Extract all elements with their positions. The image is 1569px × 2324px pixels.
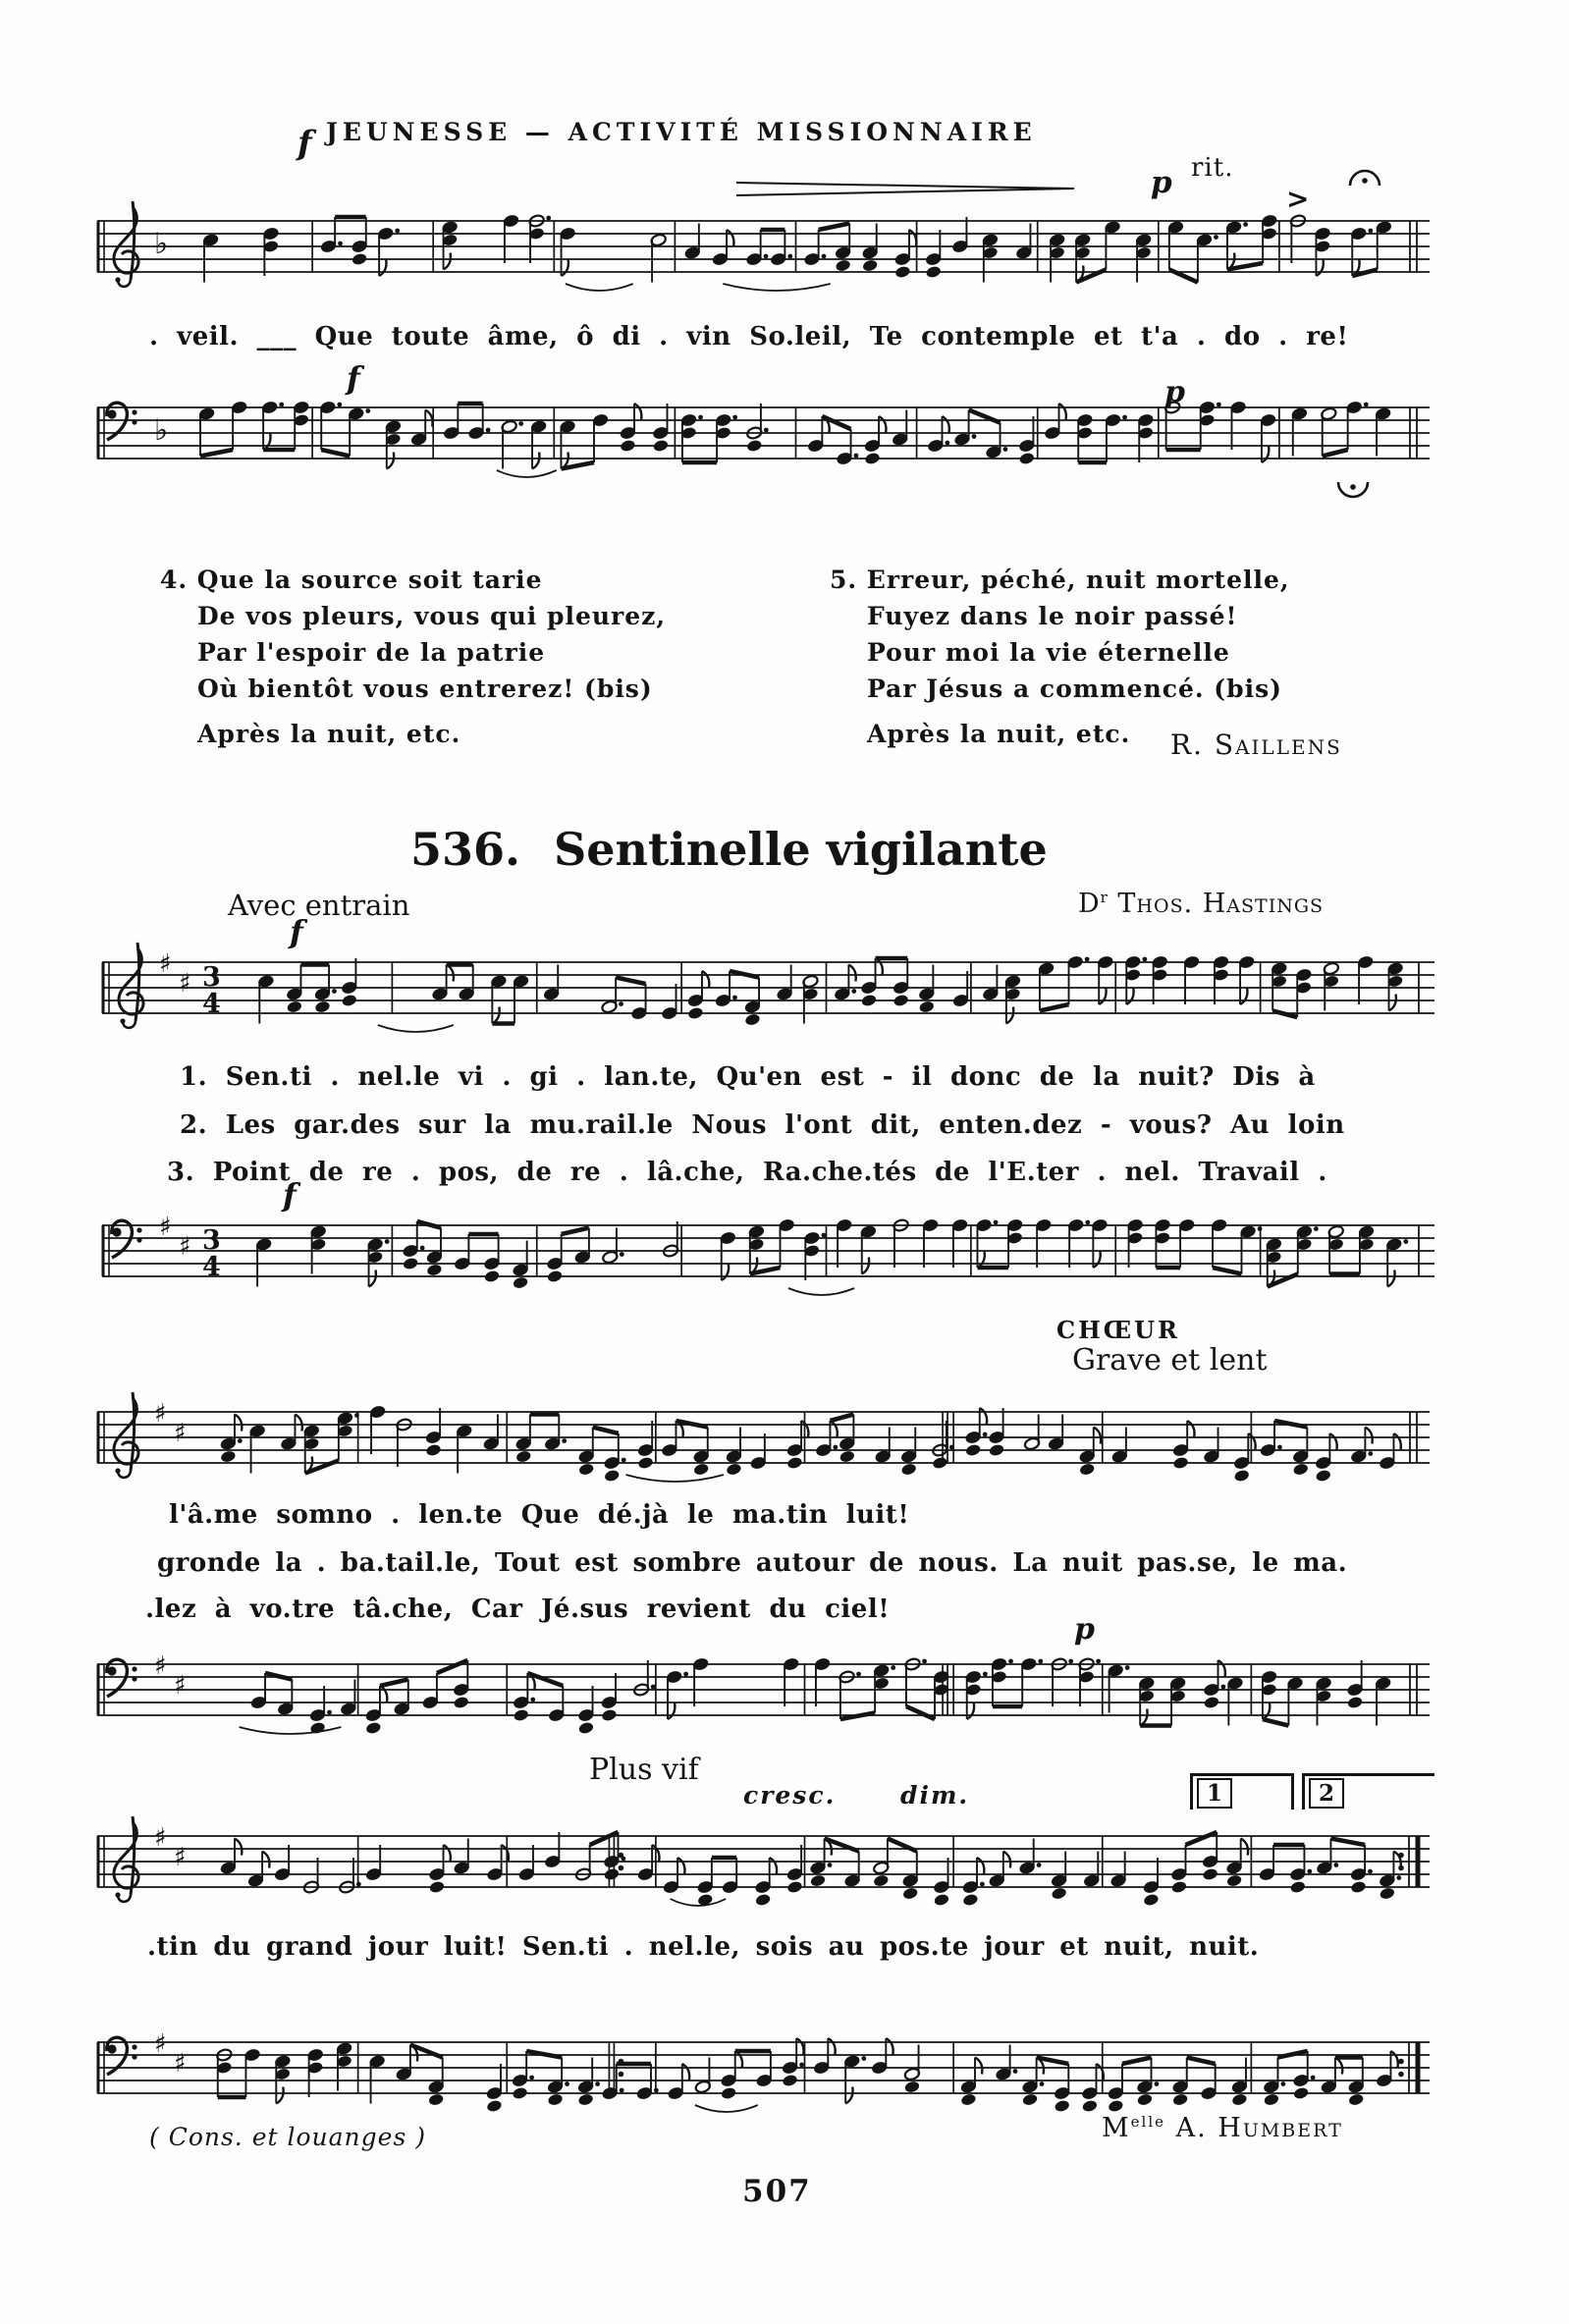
source-note: ( Cons. et louanges ) xyxy=(149,2123,426,2151)
svg-text:♯: ♯ xyxy=(174,1419,187,1448)
fermata-icon xyxy=(1347,167,1382,189)
verse-4 xyxy=(160,562,666,752)
hymn-title xyxy=(410,823,1048,876)
verse-5-line: 5. Erreur, péché, nuit mortelle, xyxy=(830,566,1290,594)
hymn-number: 536. xyxy=(410,823,521,876)
rit-marking: rit. xyxy=(1191,153,1234,183)
svg-text:♯: ♯ xyxy=(154,1399,167,1429)
staff-choeur-treble xyxy=(93,1373,1434,1510)
cresc-marking: cresc. xyxy=(743,1781,837,1810)
dynamic-piano: p xyxy=(1151,165,1172,200)
verse-4-line: De vos pleurs, vous qui pleurez, xyxy=(197,602,667,630)
svg-text:♭: ♭ xyxy=(154,227,169,261)
verse-5-line: Fuyez dans le noir passé! xyxy=(867,602,1238,630)
volta-1-number: 1 xyxy=(1197,1778,1232,1809)
arranger xyxy=(1102,2113,1343,2143)
dynamic-forte-536-bass: f xyxy=(283,1176,297,1214)
accent-mark: > xyxy=(1286,183,1310,215)
svg-text:♯: ♯ xyxy=(154,2029,167,2059)
dynamic-forte: f xyxy=(298,124,312,163)
svg-text:♯: ♯ xyxy=(154,1823,167,1853)
svg-text:♯: ♯ xyxy=(174,1671,187,1701)
dynamic-forte-536: f xyxy=(290,913,303,950)
staff-choeur-bass xyxy=(93,1625,1434,1762)
svg-text:♯: ♯ xyxy=(159,949,172,979)
choeur-label: CHŒUR xyxy=(1056,1316,1180,1344)
dynamic-forte-bass: f xyxy=(347,359,360,397)
verse-4-line: Par l'espoir de la patrie xyxy=(197,638,546,667)
svg-text:♭: ♭ xyxy=(154,413,169,448)
staff-prev-bass xyxy=(93,368,1434,506)
svg-text:♯: ♯ xyxy=(174,2049,187,2079)
lyric-verse-2: 2. Les gar.des sur la mu.rail.le Nous l'ont dit, enten.dez - vous? Au loin xyxy=(180,1110,1345,1140)
composer-name: Thos. Hastings xyxy=(1117,889,1325,919)
svg-text:♯: ♯ xyxy=(179,969,191,999)
svg-text:♯: ♯ xyxy=(154,1651,167,1681)
plus-vif-marking: Plus vif xyxy=(589,1753,699,1787)
verse-5-refrain: Après la nuit, etc. xyxy=(867,720,1131,748)
page-header: JEUNESSE — ACTIVITÉ MISSIONNAIRE xyxy=(326,118,1037,146)
tempo-marking: Avec entrain xyxy=(228,889,410,922)
svg-text:3: 3 xyxy=(202,1225,221,1256)
author-saillens: R. Saillens xyxy=(1170,729,1342,761)
staff-final-treble xyxy=(93,1797,1434,1934)
composer-superscript: r xyxy=(1100,889,1109,906)
svg-text:♯: ♯ xyxy=(174,1843,187,1872)
arranger-prefix: M xyxy=(1102,2113,1131,2143)
svg-text:♯: ♯ xyxy=(159,1213,172,1242)
arranger-name: A. Humbert xyxy=(1175,2113,1343,2143)
lyric-choeur-2: gronde la . ba.tail.le, Tout est sombre autour de nous. La nuit pas.se, le ma. xyxy=(157,1548,1348,1578)
composer xyxy=(1078,889,1324,919)
svg-text:3: 3 xyxy=(202,962,221,993)
hymn-title-text: Sentinelle vigilante xyxy=(554,823,1048,876)
dynamic-piano-choeur: p xyxy=(1074,1612,1095,1647)
staff-prev-treble xyxy=(93,182,1434,319)
decrescendo-hairpin xyxy=(734,181,1078,196)
arranger-superscript: elle xyxy=(1130,2113,1166,2131)
staff-536-bass xyxy=(98,1186,1438,1324)
dim-marking: dim. xyxy=(900,1781,970,1810)
lyric-choeur-1: l'â.me somno . len.te Que dé.jà le ma.tin luit! xyxy=(169,1500,910,1530)
lyric-final: .tin du grand jour luit! Sen.ti . nel.le, sois au pos.te jour et nuit, nuit. xyxy=(147,1932,1260,1962)
lyric-verse-3: 3. Point de re . pos, de re . lâ.che, Ra.che.tés de l'E.ter . nel. Travail . xyxy=(167,1158,1327,1187)
lyric-choeur-3: .lez à vo.tre tâ.che, Car Jé.sus revient du ciel! xyxy=(145,1594,891,1624)
lyric-verse-1: 1. Sen.ti . nel.le vi . gi . lan.te, Qu'en est - il donc de la nuit? Dis à xyxy=(180,1062,1316,1092)
verse-5-line: Par Jésus a commencé. (bis) xyxy=(867,675,1282,703)
svg-text:4: 4 xyxy=(202,989,221,1019)
svg-text:4: 4 xyxy=(202,1252,221,1282)
fermata-down-icon xyxy=(1335,479,1371,501)
verse-4-refrain: Après la nuit, etc. xyxy=(197,720,461,748)
verse-5 xyxy=(830,562,1290,752)
composer-prefix: D xyxy=(1078,889,1101,919)
choeur-tempo: Grave et lent xyxy=(1072,1343,1268,1378)
svg-text:♯: ♯ xyxy=(179,1232,191,1262)
verse-5-line: Pour moi la vie éternelle xyxy=(867,638,1230,667)
verse-4-line: 4. Que la source soit tarie xyxy=(160,566,543,594)
lyric-line-prev: . veil. ___ Que toute âme, ô di . vin So.leil, Te contemple et t'a . do . re! xyxy=(149,322,1349,351)
volta-2-number: 2 xyxy=(1309,1778,1344,1809)
verse-4-line: Où bientôt vous entrerez! (bis) xyxy=(197,675,653,703)
dynamic-piano-bass: p xyxy=(1164,375,1185,409)
page-number: 507 xyxy=(742,2174,812,2209)
